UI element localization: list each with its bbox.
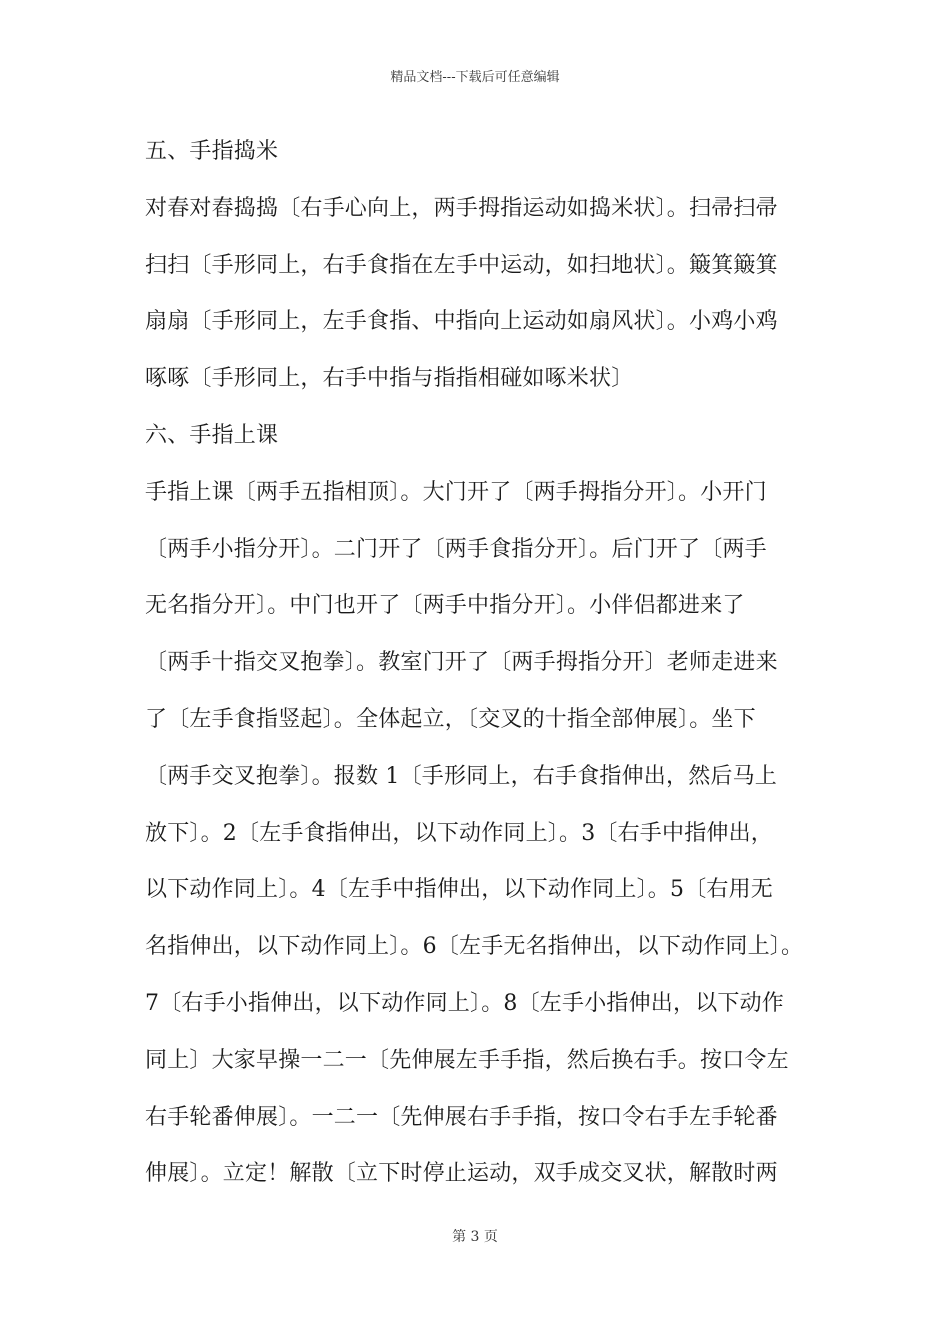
paragraph-line: 同上〕大家早操一二一〔先伸展左手手指，然后换右手。按口令左	[145, 1047, 789, 1073]
document-body	[145, 132, 825, 1211]
paragraph-line: 扫扫〔手形同上，右手食指在左手中运动，如扫地状〕。簸箕簸箕	[145, 252, 778, 278]
paragraph-line: 7〔右手小指伸出，以下动作同上〕。8〔左手小指伸出，以下动作	[145, 990, 784, 1016]
paragraph-line: 〔两手小指分开〕。二门开了〔两手食指分开〕。后门开了〔两手	[145, 536, 767, 562]
paragraph-line: 伸展〕。立定！解散〔立下时停止运动，双手成交叉状，解散时两	[145, 1161, 778, 1187]
paragraph-line: 啄啄〔手形同上，右手中指与指指相碰如啄米状〕	[145, 366, 634, 392]
paragraph-line: 以下动作同上〕。4〔左手中指伸出，以下动作同上〕。5〔右用无	[145, 877, 773, 903]
paragraph-line: 〔两手交叉抱拳〕。报数 1〔手形同上，右手食指伸出，然后马上	[145, 763, 777, 789]
section-heading-6: 六、手指上课	[145, 422, 279, 448]
paragraph-line: 放下〕。2〔左手食指伸出，以下动作同上〕。3〔右手中指伸出，	[145, 820, 773, 846]
page-header: 精品文档---下载后可任意编辑	[390, 70, 560, 85]
paragraph-line: 名指伸出，以下动作同上〕。6〔左手无名指伸出，以下动作同上〕。	[145, 934, 804, 960]
paragraph-line: 扇扇〔手形同上，左手食指、中指向上运动如扇风状〕。小鸡小鸡	[145, 309, 778, 335]
paragraph-line: 手指上课〔两手五指相顶〕。大门开了〔两手拇指分开〕。小开门	[145, 479, 767, 505]
paragraph-line: 对春对舂捣捣〔右手心向上，两手拇指运动如捣米状〕。扫帚扫帚	[145, 195, 778, 221]
section-heading-5: 五、手指捣米	[145, 139, 279, 164]
paragraph-line: 〔两手十指交叉抱拳〕。教室门开了〔两手拇指分开〕老师走进来	[145, 650, 778, 676]
paragraph-line: 了〔左手食指竖起〕。全体起立，〔交叉的十指全部伸展〕。坐下	[145, 706, 756, 732]
paragraph-line: 无名指分开〕。中门也开了〔两手中指分开〕。小伴侣都进来了	[145, 593, 745, 619]
page-number: 第 3 页	[452, 1229, 498, 1245]
paragraph-line: 右手轮番伸展〕。一二一〔先伸展右手手指，按口令右手左手轮番	[145, 1104, 778, 1130]
